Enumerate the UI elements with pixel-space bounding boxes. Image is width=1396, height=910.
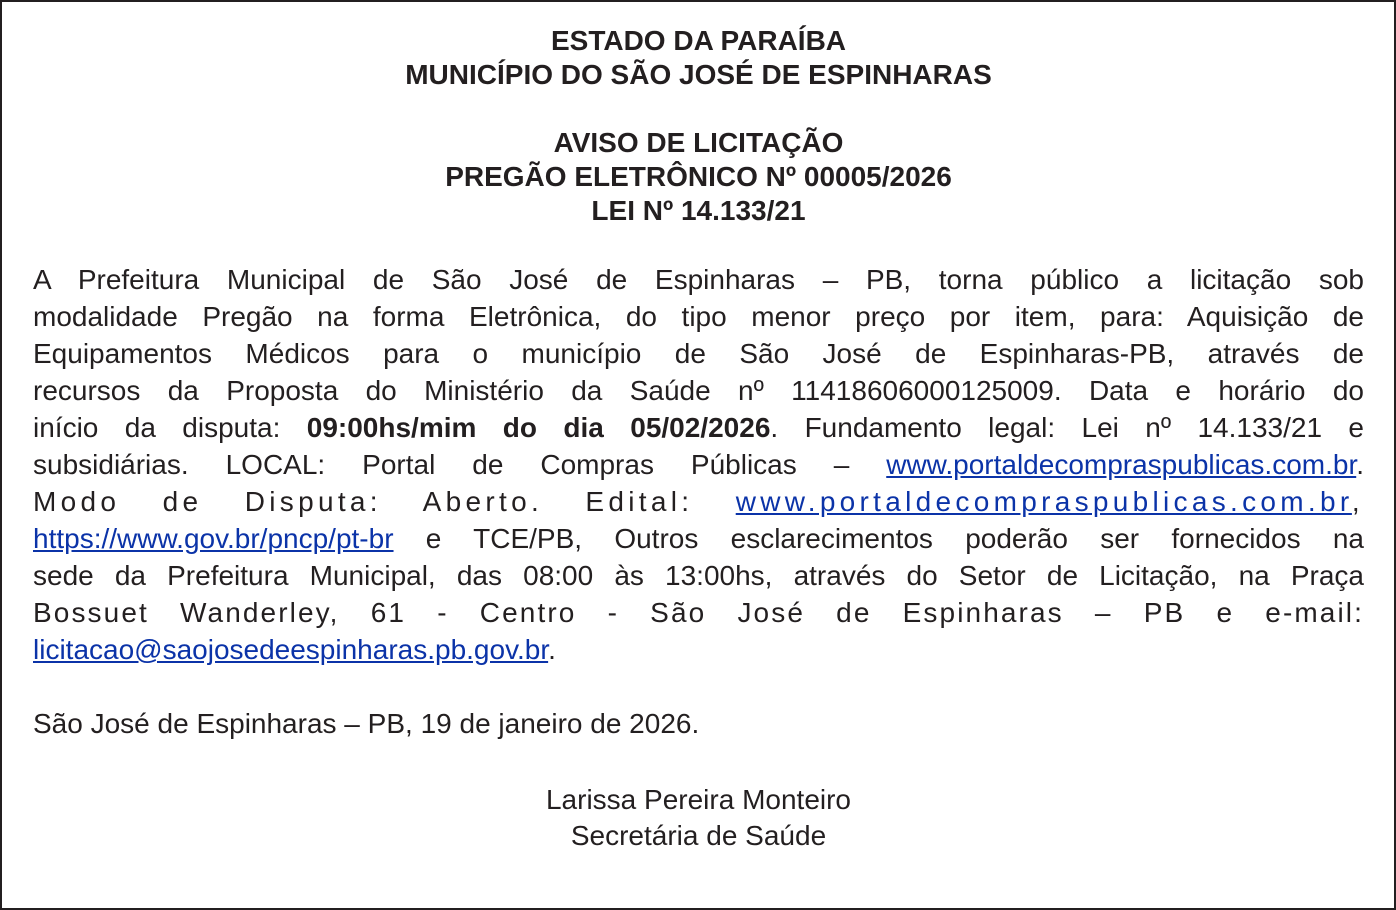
signatory-role: Secretária de Saúde: [570, 820, 827, 851]
body-text: subsidiárias. LOCAL: Portal de Compras Públicas –: [33, 449, 887, 480]
body-text: Bossuet Wanderley, 61 - Centro - São José de Espinharas – PB e e-mail:: [33, 597, 1364, 628]
body-line: [33, 372, 1364, 409]
pncp-link[interactable]: https://www.gov.br/pncp/pt-br: [33, 523, 394, 554]
notice-header: [33, 24, 1364, 228]
body-line: [33, 335, 1364, 372]
body-text: Equipamentos Médicos para o município de São José de Espinharas-PB, através de: [33, 338, 1364, 369]
date-place: São José de Espinharas – PB, 19 de janeiro de 2026.: [33, 708, 700, 739]
body-line: [33, 446, 1364, 483]
signatory-name: Larissa Pereira Monteiro: [545, 784, 852, 815]
signature-block: [33, 782, 1364, 854]
body-line: [33, 631, 1364, 668]
email-link[interactable]: licitacao@saojosedeespinharas.pb.gov.br: [33, 634, 549, 665]
body-text: .: [1356, 449, 1364, 480]
body-line: [33, 557, 1364, 594]
body-text: .: [548, 634, 556, 665]
body-line: [33, 298, 1364, 335]
body-text: modalidade Pregão na forma Eletrônica, do tipo menor preço por item, para: Aquisição de: [33, 301, 1364, 332]
body-text: A Prefeitura Municipal de São José de Espinharas – PB, torna público a licitação sob: [33, 264, 1364, 295]
notice-body: [33, 261, 1364, 668]
body-line: [33, 409, 1364, 446]
body-text: ,: [1351, 486, 1364, 517]
dispute-datetime: 09:00hs/mim do dia 05/02/2026: [306, 412, 771, 443]
body-line: [33, 483, 1364, 520]
body-line: [33, 520, 1364, 557]
notice-title: AVISO DE LICITAÇÃO: [553, 127, 844, 158]
edital-portal-link[interactable]: www.portaldecompraspublicas.com.br: [735, 486, 1352, 517]
body-text: início da disputa:: [33, 412, 307, 443]
body-line: [33, 261, 1364, 298]
body-text: . Fundamento legal: Lei nº 14.133/21 e: [770, 412, 1364, 443]
body-text: Modo de Disputa: Aberto. Edital:: [33, 486, 736, 517]
procedure-heading: PREGÃO ELETRÔNICO Nº 00005/2026: [445, 161, 952, 192]
body-line: [33, 594, 1364, 631]
municipality-heading: MUNICÍPIO DO SÃO JOSÉ DE ESPINHARAS: [405, 59, 992, 90]
law-heading: LEI Nº 14.133/21: [591, 195, 806, 226]
body-text: recursos da Proposta do Ministério da Saúde nº 11418606000125009. Data e horário do: [33, 375, 1364, 406]
body-text: sede da Prefeitura Municipal, das 08:00 às 13:00hs, através do Setor de Licitação, na Praça: [33, 560, 1364, 591]
body-text: e TCE/PB, Outros esclarecimentos poderão ser fornecidos na: [393, 523, 1364, 554]
state-heading: ESTADO DA PARAÍBA: [550, 25, 847, 56]
portal-link[interactable]: www.portaldecompraspublicas.com.br: [886, 449, 1357, 480]
